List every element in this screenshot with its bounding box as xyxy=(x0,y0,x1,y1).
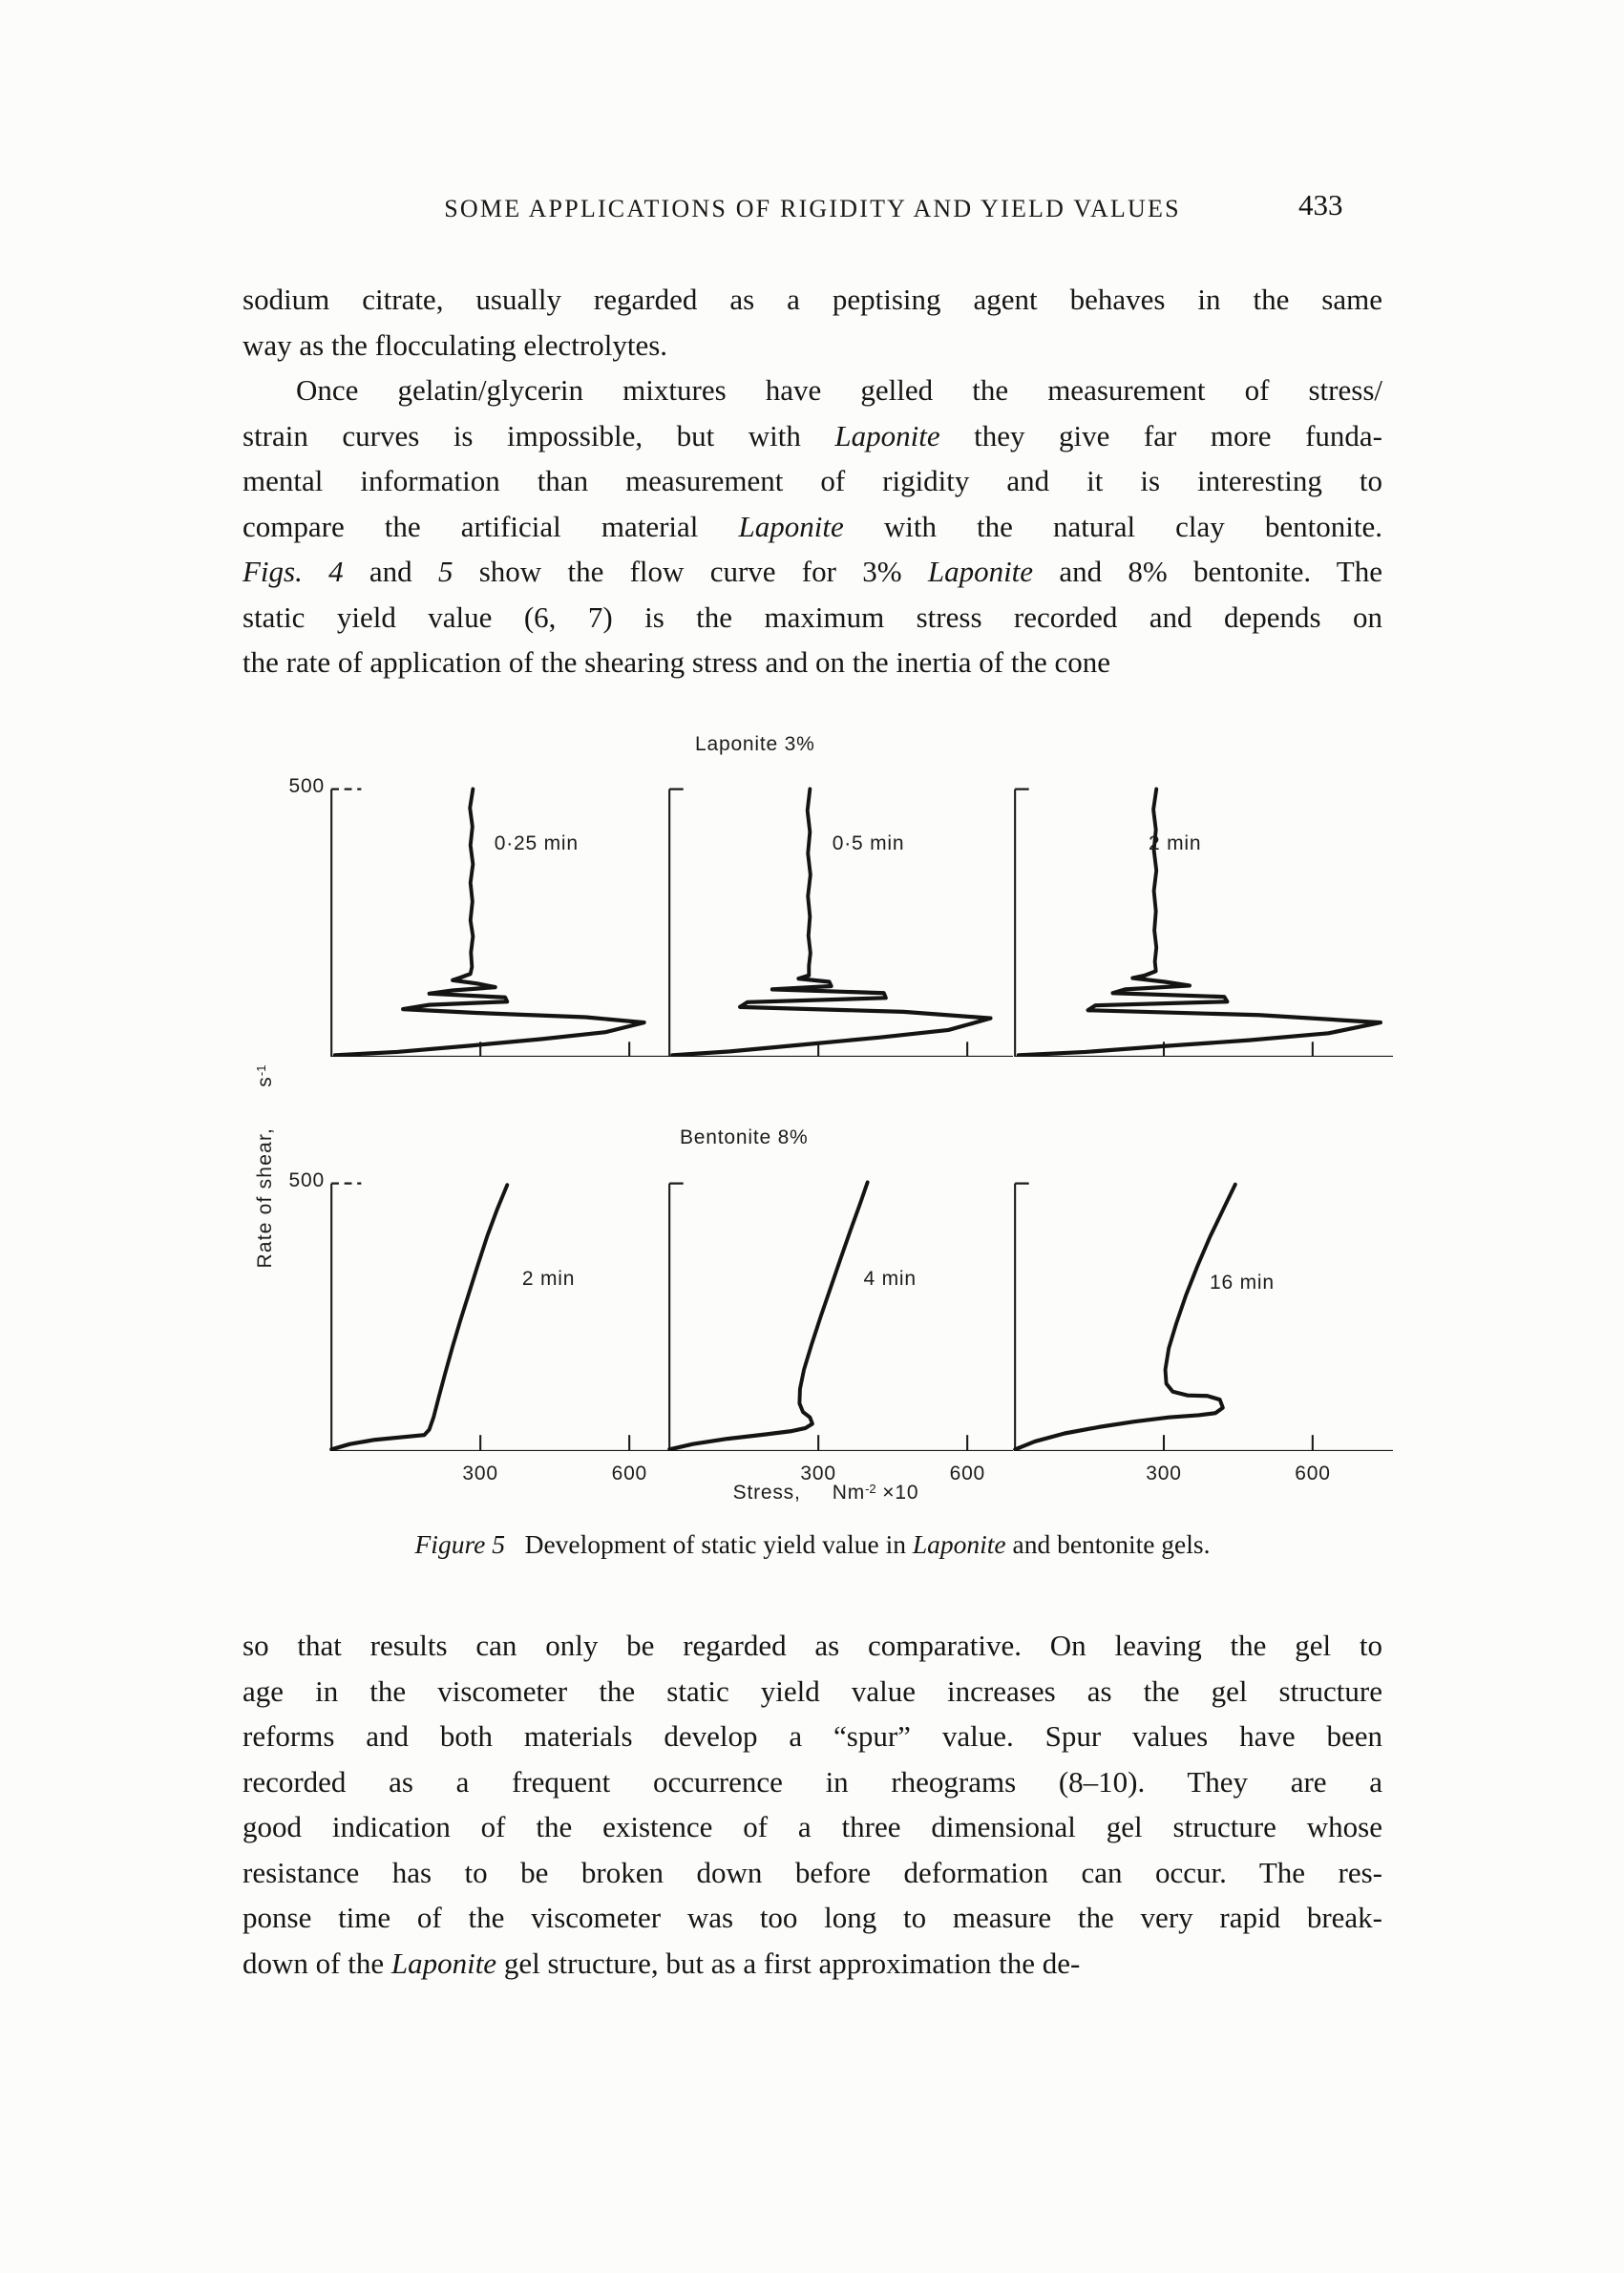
paragraph-2 xyxy=(243,368,1382,685)
text-line: recorded as a frequent occurrence in rheograms (8–10). They are a xyxy=(243,1764,1382,1799)
text-line: Figs. 4 and 5 show the flow curve for 3% Laponite and 8% bentonite. The xyxy=(243,555,1382,588)
x-tick-label-600: 600 xyxy=(1295,1463,1331,1484)
paragraph-3 xyxy=(243,1623,1382,1986)
text-line: the rate of application of the shearing stress and on the inertia of the cone xyxy=(243,645,1111,679)
flow-curve xyxy=(672,789,990,1056)
x-axis-label: Stress, $Nm^{-2} \times 10$ xyxy=(732,1481,919,1504)
flow-curve-panel-laponite-025min xyxy=(327,757,675,1057)
text-line: Once gelatin/glycerin mixtures have gelled the measurement of stress/ xyxy=(296,373,1382,407)
flow-curve-plot xyxy=(665,757,1013,1057)
x-tick-label-300: 300 xyxy=(462,1463,498,1484)
x-tick-label-300: 300 xyxy=(800,1463,836,1484)
flow-curve xyxy=(1019,789,1381,1056)
x-tick-label-600: 600 xyxy=(611,1463,648,1484)
text-line: way as the flocculating electrolytes. xyxy=(243,327,668,362)
row-title-laponite: Laponite 3% xyxy=(695,733,815,755)
flow-curve xyxy=(669,1183,867,1450)
text-line: ponse time of the viscometer was too long to measure the very rapid break- xyxy=(243,1901,1382,1934)
curve-time-label: 16 min xyxy=(1210,1271,1275,1294)
curve-time-label: 2 min xyxy=(521,1268,576,1291)
text-line: compare the artificial material Laponite with the natural clay bentonite. xyxy=(243,509,1382,543)
x-tick-label-600: 600 xyxy=(949,1463,986,1484)
flow-curve-plot xyxy=(327,1151,675,1451)
text-line: age in the viscometer the static yield value increases as the gel structure xyxy=(243,1673,1382,1708)
y-axis-label: Rate of shear, $s^{-1}$ xyxy=(253,1064,276,1269)
flow-curve-plot xyxy=(665,1151,1013,1451)
text-line: resistance has to be broken down before deformation can occur. The res- xyxy=(243,1855,1382,1889)
flow-curve-plot xyxy=(1011,757,1393,1057)
row-title-bentonite: Bentonite 8% xyxy=(680,1126,809,1148)
running-head-title: SOME APPLICATIONS OF RIGIDITY AND YIELD VALUES xyxy=(444,195,1181,222)
text-line: good indication of the existence of a three dimensional gel structure whose xyxy=(243,1810,1382,1843)
flow-curve-panel-laponite-2min xyxy=(1011,757,1393,1057)
flow-curve xyxy=(1015,1185,1235,1450)
curve-time-label: 0·25 min xyxy=(494,831,579,854)
curve-time-label: 0·5 min xyxy=(832,831,905,854)
text-line: strain curves is impossible, but with Laponite they give far more funda- xyxy=(243,418,1382,452)
text-line: down of the Laponite gel structure, but as a first approximation the de- xyxy=(243,1946,1081,1980)
paragraph-1 xyxy=(243,277,1382,368)
curve-time-label: 2 min xyxy=(1149,831,1202,854)
figure-caption: Figure 5 Development of static yield value in Laponite and bentonite gels. xyxy=(414,1529,1211,1559)
y-tick-label-500: 500 xyxy=(288,1169,325,1191)
x-tick-label-300: 300 xyxy=(1146,1463,1182,1484)
flow-curve-panel-bentonite-16min xyxy=(1011,1151,1393,1484)
flow-curve-panel-bentonite-2min xyxy=(327,1151,675,1484)
y-tick-label-500: 500 xyxy=(288,775,325,797)
flow-curve-plot xyxy=(327,757,675,1057)
text-line: mental information than measurement of rigidity and it is interesting to xyxy=(243,464,1382,497)
flow-curve xyxy=(335,789,644,1056)
page-number: 433 xyxy=(1298,188,1343,221)
text-line: static yield value (6, 7) is the maximum stress recorded and depends on xyxy=(243,600,1382,634)
flow-curve-plot xyxy=(1011,1151,1393,1451)
text-line: so that results can only be regarded as comparative. On leaving the gel to xyxy=(243,1629,1382,1662)
flow-curve xyxy=(331,1185,507,1449)
text-line: reforms and both materials develop a “spur” value. Spur values have been xyxy=(243,1719,1382,1753)
text-line: sodium citrate, usually regarded as a peptising agent behaves in the same xyxy=(243,283,1382,316)
flow-curve-panel-bentonite-4min xyxy=(665,1151,1013,1484)
curve-time-label: 4 min xyxy=(863,1268,917,1291)
flow-curve-panel-laponite-05min xyxy=(665,757,1013,1057)
